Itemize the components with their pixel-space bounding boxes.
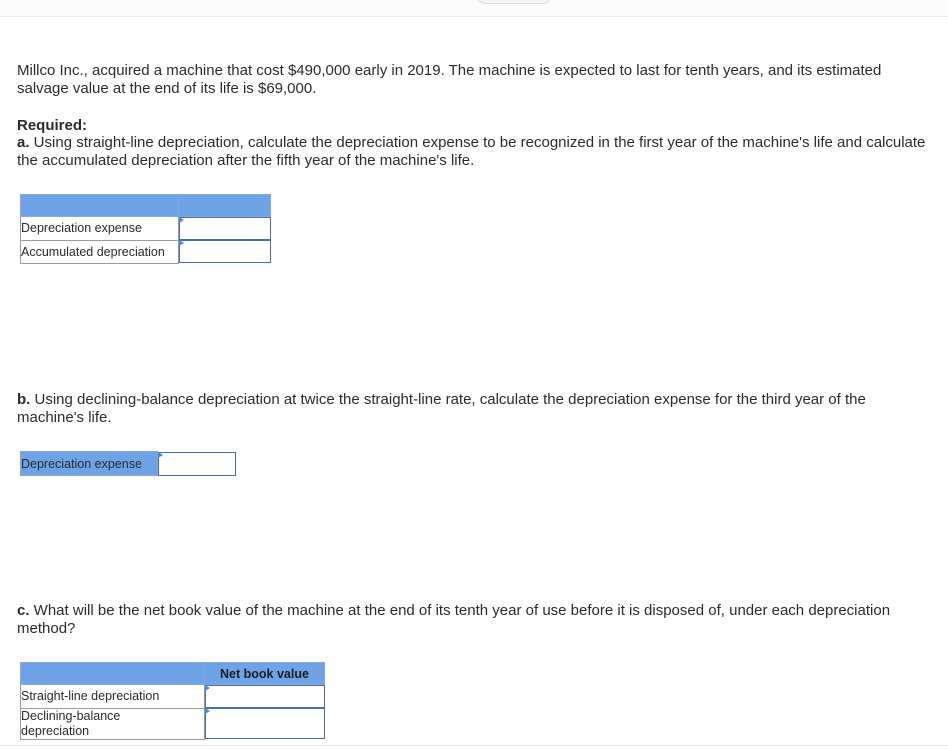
table-part-a xyxy=(20,194,271,264)
part-c-label: c. xyxy=(17,602,30,619)
table-b-row-cell xyxy=(158,452,237,476)
table-a-row-label: Accumulated depreciation xyxy=(21,240,179,263)
table-a-row-label: Depreciation expense xyxy=(21,217,179,241)
part-c-text: What will be the net book value of the machine at the end of its tenth year of use before it is disposed of, under each depreciation method? xyxy=(17,602,891,637)
input-marker-icon xyxy=(179,240,184,246)
required-heading: Required: xyxy=(17,117,88,134)
declining-balance-nbv-input[interactable] xyxy=(205,708,325,739)
straight-line-nbv-input[interactable] xyxy=(205,685,325,708)
top-toolbar xyxy=(0,0,948,17)
table-c-row-cell xyxy=(205,708,325,739)
bottom-divider xyxy=(0,745,948,746)
input-marker-icon xyxy=(158,452,163,458)
input-marker-icon xyxy=(205,708,210,714)
table-c-row-cell xyxy=(205,685,325,709)
table-part-b xyxy=(20,451,236,476)
table-a-header-blank xyxy=(21,195,179,217)
part-b-label: b. xyxy=(17,391,31,408)
net-book-value-header: Net book value xyxy=(205,663,325,685)
declining-balance-label-line2: depreciation xyxy=(21,723,90,738)
straight-line-label: Straight-line depreciation xyxy=(21,689,160,704)
declining-balance-label-line1: Declining-balance xyxy=(21,708,121,723)
part-a-text: Using straight-line depreciation, calculate the depreciation expense to be recognized in the first year of the machine's life and calculate the accumulated depreciation after the fifth year of the machine's life. xyxy=(17,134,926,169)
table-a-row-cell xyxy=(179,240,271,263)
table-c-row-label xyxy=(21,685,205,709)
depreciation-expense-input[interactable] xyxy=(179,217,271,240)
table-a-row-cell xyxy=(179,217,271,241)
part-c-question xyxy=(17,602,937,638)
input-marker-icon xyxy=(205,685,210,691)
declining-balance-expense-input[interactable] xyxy=(158,452,236,476)
table-a-header-value xyxy=(179,195,271,217)
part-b-text: Using declining-balance depreciation at twice the straight-line rate, calculate the depreciation expense for the third year of the machine's life. xyxy=(17,391,866,426)
part-b-question xyxy=(17,391,937,427)
table-c-row-label xyxy=(21,708,205,739)
table-c-header-blank xyxy=(21,663,205,685)
table-b-row-label: Depreciation expense xyxy=(21,452,158,476)
part-a-question xyxy=(17,134,937,170)
toolbar-pill[interactable] xyxy=(478,0,550,4)
input-marker-icon xyxy=(179,217,184,223)
accumulated-depreciation-input[interactable] xyxy=(179,240,271,263)
table-part-c xyxy=(20,662,325,740)
problem-intro: Millco Inc., acquired a machine that cost $490,000 early in 2019. The machine is expected to last for tenth years, and its estimated salvage value at the end of its life is $69,000. xyxy=(17,62,882,97)
part-a-label: a. xyxy=(17,134,30,151)
